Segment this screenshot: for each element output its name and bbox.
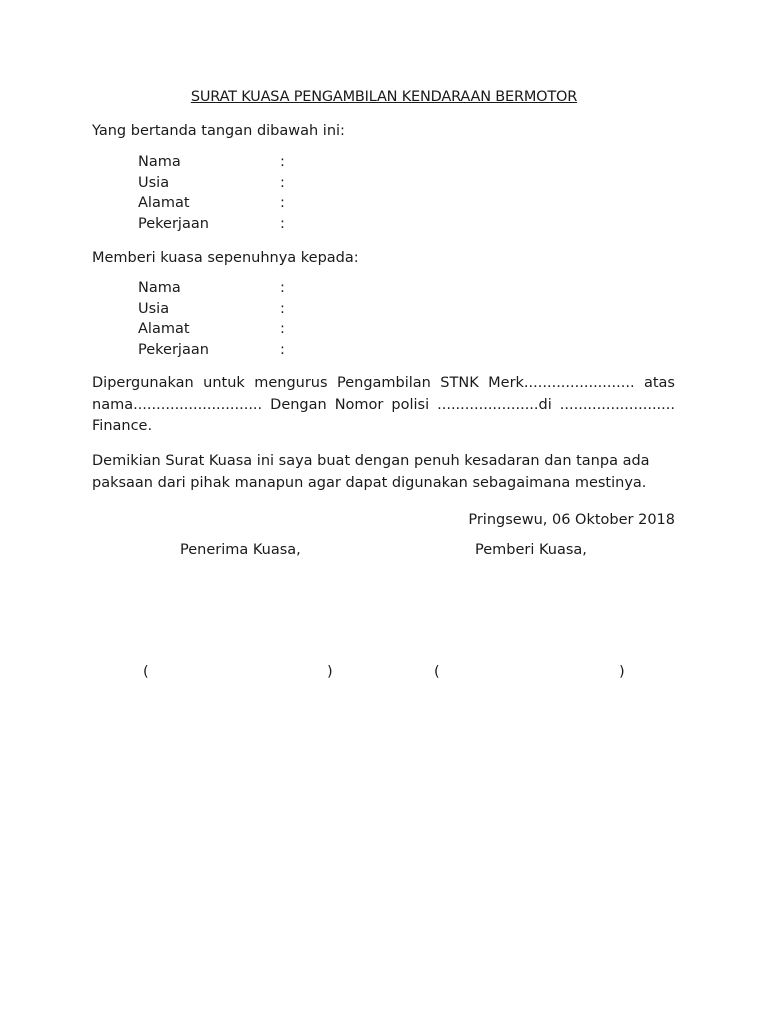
purpose-paragraph: Dipergunakan untuk mengurus Pengambilan STNK Merk........................ atas nama............................ Dengan Nomor polisi ......................di ......................... Finance.: [92, 375, 675, 434]
signer-field-row: [138, 193, 438, 214]
recipient-field-row: [138, 340, 438, 361]
recipient-field-row: [138, 319, 438, 340]
recipient-fields: [138, 278, 438, 360]
field-colon: :: [280, 280, 285, 296]
signer-field-row: [138, 173, 438, 194]
field-label: Usia: [138, 300, 170, 317]
receiver-label: Penerima Kuasa,: [180, 542, 301, 558]
field-label: Nama: [138, 154, 181, 170]
field-label: Nama: [138, 280, 181, 296]
signer-field-row: [138, 152, 438, 173]
closing-paragraph: Demikian Surat Kuasa ini saya buat dengan penuh kesadaran dan tanpa ada paksaan dari pihak manapun agar dapat digunakan sebagaimana mestinya.: [92, 453, 650, 491]
receiver-signature-close-paren: ): [327, 664, 333, 680]
field-label: Usia: [138, 174, 170, 191]
field-label: Pekerjaan: [138, 341, 209, 358]
field-colon: :: [280, 154, 285, 170]
recipient-intro: Memberi kuasa sepenuhnya kepada:: [92, 250, 359, 266]
field-colon: :: [280, 321, 285, 337]
giver-signature-open-paren: (: [434, 664, 440, 680]
field-label: Alamat: [138, 195, 190, 211]
field-colon: :: [280, 174, 285, 191]
signer-intro: Yang bertanda tangan dibawah ini:: [92, 123, 345, 139]
field-colon: :: [280, 215, 285, 232]
place-date: Pringsewu, 06 Oktober 2018: [468, 512, 675, 528]
field-colon: :: [280, 341, 285, 358]
giver-label: Pemberi Kuasa,: [475, 542, 587, 558]
field-label: Alamat: [138, 321, 190, 337]
field-colon: :: [280, 195, 285, 211]
document-title: SURAT KUASA PENGAMBILAN KENDARAAN BERMOTOR: [190, 89, 578, 105]
signer-field-row: [138, 214, 438, 235]
field-label: Pekerjaan: [138, 215, 209, 232]
receiver-signature-open-paren: (: [143, 664, 149, 680]
giver-signature-close-paren: ): [619, 664, 625, 680]
recipient-field-row: [138, 278, 438, 299]
field-colon: :: [280, 300, 285, 317]
signer-fields: [138, 152, 438, 234]
recipient-field-row: [138, 299, 438, 320]
